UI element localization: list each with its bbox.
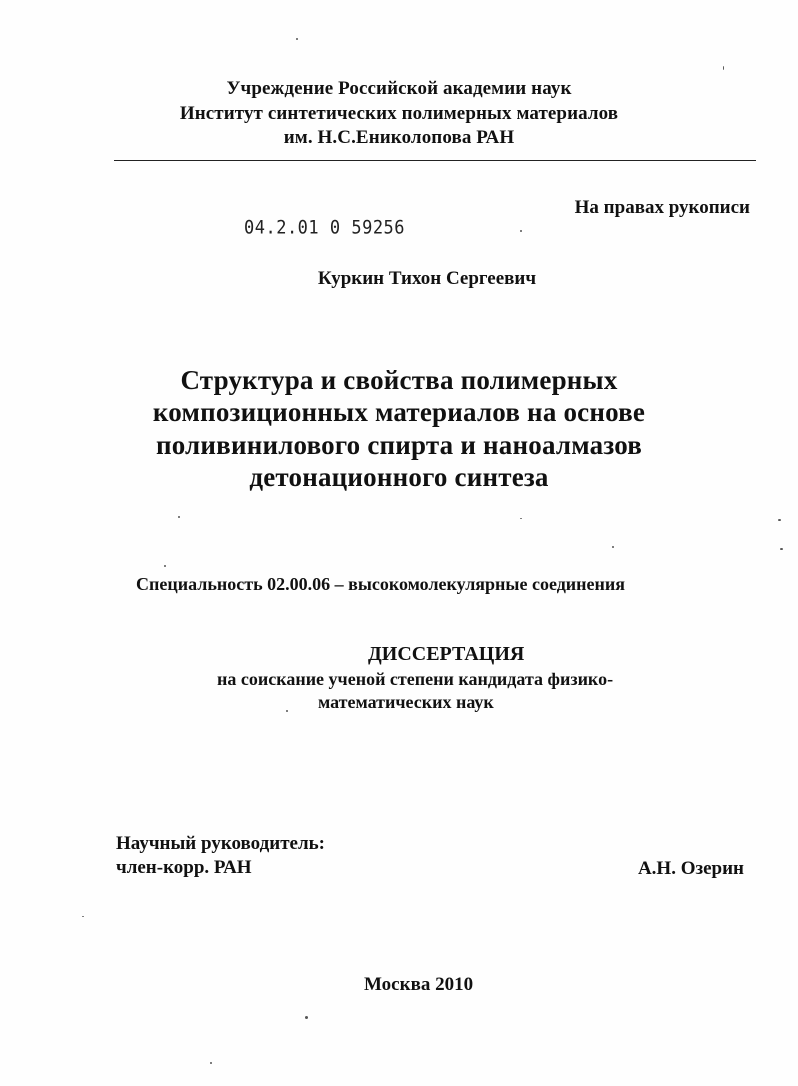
scan-speck xyxy=(164,565,166,567)
title-line-1: Структура и свойства полимерных xyxy=(180,365,618,395)
scan-speck xyxy=(296,38,298,40)
title-line-2: композиционных материалов на основе xyxy=(152,397,646,427)
scan-speck xyxy=(780,548,783,550)
title-line-4: детонационного синтеза xyxy=(249,462,549,492)
dissertation-heading: ДИССЕРТАЦИЯ xyxy=(368,643,525,665)
scan-speck xyxy=(520,230,522,232)
supervisor-label: Научный руководитель: xyxy=(116,833,325,854)
specialty: Специальность 02.00.06 – высокомолекулярные соединения xyxy=(136,574,626,594)
scan-speck xyxy=(612,546,614,548)
scan-speck xyxy=(778,519,781,521)
institution-line-2: Институт синтетических полимерных материалов xyxy=(179,103,619,124)
header-divider xyxy=(114,160,756,161)
dissertation-line-2: математических наук xyxy=(318,692,494,712)
scan-speck xyxy=(723,66,724,70)
dissertation-line-1: на соискание ученой степени кандидата физико- xyxy=(217,669,614,689)
scan-speck xyxy=(210,1062,212,1064)
institution-line-3: им. Н.С.Ениколопова РАН xyxy=(283,127,515,148)
supervisor-rank: член-корр. РАН xyxy=(116,857,252,878)
city-year: Москва 2010 xyxy=(364,974,474,995)
supervisor-name: А.Н. Озерин xyxy=(637,858,744,879)
scan-speck xyxy=(520,518,522,519)
scan-speck xyxy=(305,1016,308,1019)
title-line-3: поливинилового спирта и наноалмазов xyxy=(155,430,643,460)
scan-speck xyxy=(286,710,288,712)
registration-number-stamp: 04.2.01 0 59256 xyxy=(244,216,406,240)
scan-speck xyxy=(82,916,84,917)
manuscript-note: На правах рукописи xyxy=(574,197,750,218)
scan-speck xyxy=(178,516,180,518)
institution-line-1: Учреждение Российской академии наук xyxy=(226,78,572,99)
author-name: Куркин Тихон Сергеевич xyxy=(317,268,537,289)
